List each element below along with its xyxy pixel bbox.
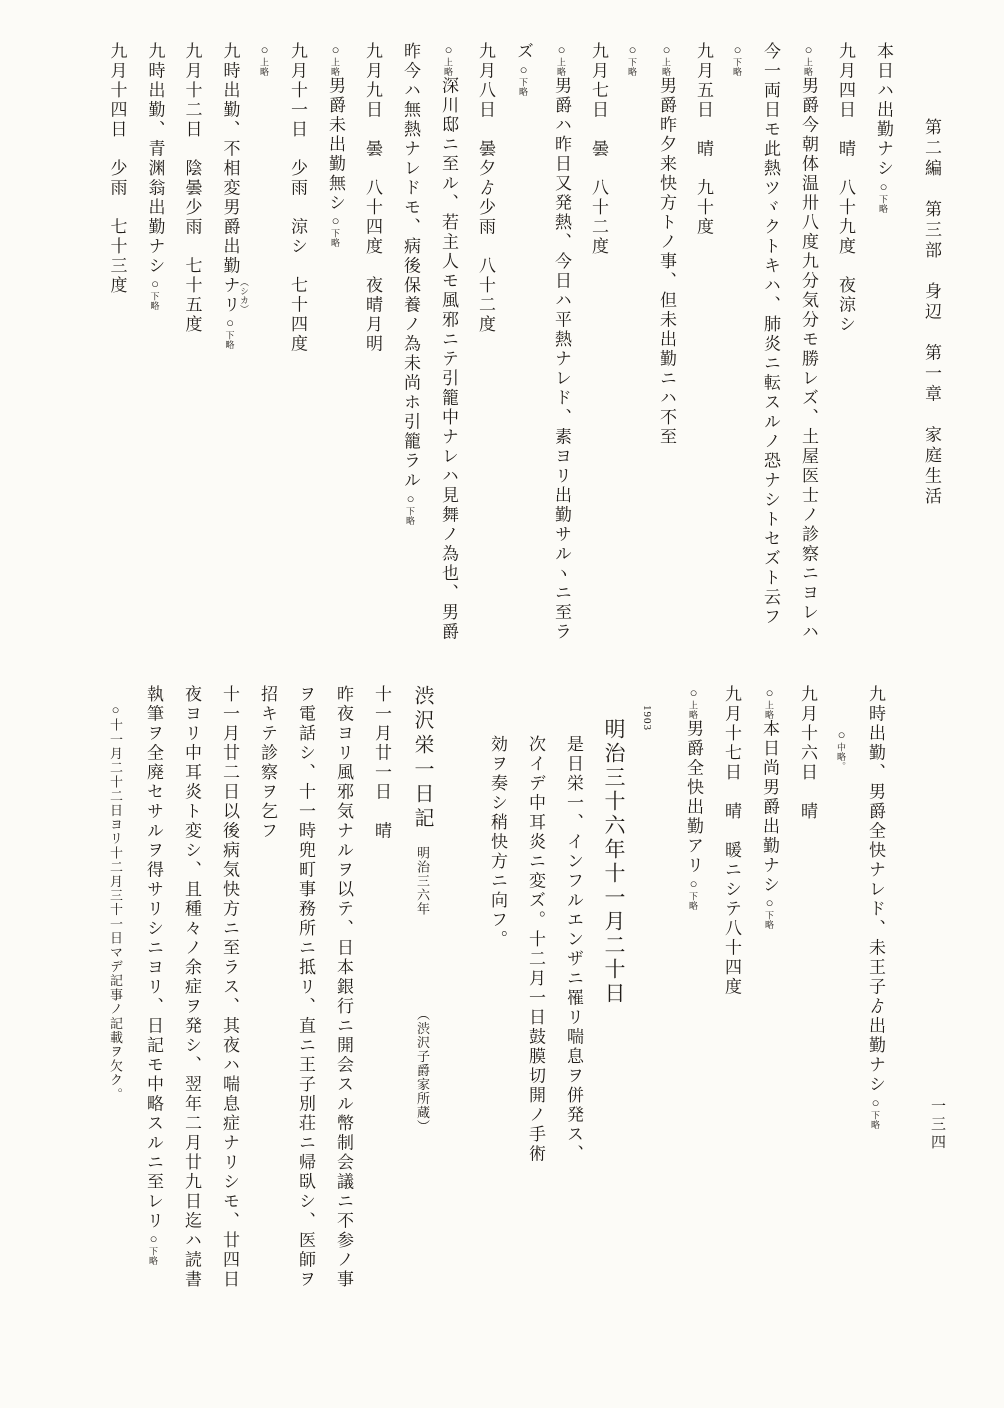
abbrev-circle: ○ xyxy=(328,213,343,229)
summary-line xyxy=(554,685,592,1305)
text-run: 今一両日モ此熱ツヾクトキハ、肺炎ニ転スルノ恐ナシトセズト云フ xyxy=(761,42,780,627)
text-run: 次イデ中耳炎ニ変ズ。十二月一日鼓膜切開ノ手術 xyxy=(526,735,545,1164)
date-line xyxy=(279,42,316,690)
text-run xyxy=(415,916,430,1014)
section-heading xyxy=(592,685,636,1305)
date-line xyxy=(580,42,617,690)
abbrev-note: ○上略 xyxy=(686,685,701,720)
entry-line xyxy=(429,42,467,690)
source-title-line xyxy=(400,685,444,1305)
abbrev-line xyxy=(722,42,752,690)
abbrev-circle: ○ xyxy=(441,42,456,58)
text-run: 本日尚男爵出勤ナシ xyxy=(760,719,779,895)
entry-line xyxy=(542,42,580,690)
text-run: 渋沢栄一日記 xyxy=(411,685,433,832)
page-number: 一三四 xyxy=(929,1098,945,1152)
abbrev-circle: ○ xyxy=(876,178,891,194)
abbrev-note: ○上略 xyxy=(328,42,343,77)
entry-line xyxy=(856,685,894,1305)
text-run: 効ヲ奏シ稍快方ニ向フ。 xyxy=(488,735,507,950)
entry-line xyxy=(134,685,172,1305)
date-line xyxy=(362,685,400,1305)
date-line xyxy=(99,42,136,690)
text-run: ○十一月二十二日ヨリ十二月三十一日マデ記事ノ記載ヲ欠ク。 xyxy=(108,702,123,1102)
abbrev-note: ○下略 xyxy=(876,178,891,213)
text-run: 招キテ診察ヲ乞フ xyxy=(258,685,277,841)
abbrev-note: ○下略 xyxy=(868,1094,883,1129)
abbrev-circle: ○ xyxy=(686,875,701,891)
text-run: 男爵全快出勤アリ xyxy=(684,719,703,876)
text-run: 男爵未出勤無シ xyxy=(326,76,345,213)
abbrev-note: ○中略。 xyxy=(834,727,849,771)
abbrev-circle: ○ xyxy=(222,315,238,331)
abbrev-circle: ○ xyxy=(328,42,343,58)
text-run: 十一月廿一日 晴 xyxy=(372,685,391,841)
text-run: 九月九日 曇 八十四度 夜晴月明 xyxy=(363,42,382,354)
abbrev-circle: ○ xyxy=(516,61,531,77)
abbrev-note: ○下略 xyxy=(516,61,531,96)
abbrev-circle: ○ xyxy=(730,42,745,58)
abbrev-circle: ○ xyxy=(801,42,816,58)
abbrev-note: ○上略 xyxy=(659,42,674,77)
abbrev-note: ○上略 xyxy=(554,42,569,77)
text-run: 昨今ハ無熱ナレドモ、病後保養ノ為未尚ホ引籠ラル xyxy=(401,42,420,491)
entry-line xyxy=(316,42,354,690)
text-run: 男爵今朝体温卅八度九分気分モ勝レズ、土屋医士ノ診察ニヨレハ xyxy=(799,76,818,642)
text-run: 男爵昨夕来快方トノ事、但未出勤ニハ不至 xyxy=(657,76,676,447)
continuation-line xyxy=(864,42,902,690)
date-line xyxy=(685,42,722,690)
abbrev-note: ○下略 xyxy=(146,1231,161,1266)
text-run: 執筆ヲ全廃セサルヲ得サリシニヨリ、日記モ中略スルニ至レリ xyxy=(144,685,163,1231)
editor-note-line xyxy=(96,685,134,1305)
text-run: 男爵ハ昨日又発熱、今日ハ平熱ナレド、素ヨリ出勤サルヽニ至ラ xyxy=(552,76,571,642)
abbrev-line xyxy=(617,42,647,690)
abbrev-note: ○下略 xyxy=(147,276,163,311)
date-line xyxy=(788,685,826,1305)
abbrev-line xyxy=(826,685,856,1305)
abbrev-note: ○上略 xyxy=(801,42,816,77)
abbrev-line xyxy=(249,42,279,690)
entry-line xyxy=(172,685,210,1305)
abbrev-note: ○下略 xyxy=(730,42,745,77)
entry-line xyxy=(136,42,174,690)
entry-line xyxy=(750,685,788,1305)
abbrev-circle: ○ xyxy=(868,1094,883,1110)
entry-line xyxy=(674,685,712,1305)
entry-line xyxy=(647,42,685,690)
abbrev-note: ○下略 xyxy=(222,315,238,350)
entry-line xyxy=(504,42,542,690)
entry-line xyxy=(789,42,827,690)
text-run: 本日ハ出勤ナシ xyxy=(874,42,893,179)
text-run: 九月八日 曇夕ゟ少雨 八十二度 xyxy=(476,42,495,335)
text-run: 1903 xyxy=(641,705,653,731)
date-line xyxy=(467,42,504,690)
date-line xyxy=(827,42,864,690)
abbrev-circle: ○ xyxy=(659,42,674,58)
summary-line xyxy=(516,685,554,1305)
date-line xyxy=(354,42,391,690)
entry-line xyxy=(752,42,789,690)
abbrev-circle: ○ xyxy=(554,42,569,58)
entry-line xyxy=(286,685,324,1305)
abbrev-circle: ○ xyxy=(762,685,777,701)
abbrev-note: ○上略 xyxy=(257,42,272,77)
entry-line xyxy=(324,685,362,1305)
abbrev-note: ○下略 xyxy=(328,213,343,248)
text-run: 是日栄一、インフルエンザニ罹リ喘息ヲ併発ス、 xyxy=(564,735,583,1164)
summary-line xyxy=(478,685,516,1305)
abbrev-circle: ○ xyxy=(403,490,418,506)
abbrev-note: ○下略 xyxy=(403,490,418,525)
text-run: 深川邸ニ至ル、若主人モ風邪ニテ引籠中ナレハ見舞ノ為也、男爵 xyxy=(439,76,458,642)
text-run: 九時出勤、青渊翁出勤ナシ xyxy=(145,42,165,276)
entry-line xyxy=(211,42,250,690)
text-run: （渋沢子爵家所蔵） xyxy=(415,1014,430,1134)
abbrev-circle: ○ xyxy=(625,42,640,58)
abbrev-circle: ○ xyxy=(762,895,777,911)
entry-line xyxy=(248,685,286,1305)
abbrev-note: ○上略 xyxy=(441,42,456,77)
text-run: ナリ （シカ） xyxy=(220,276,249,315)
running-head: 第二編 第三部 身辺 第一章 家庭生活 xyxy=(922,118,941,508)
abbrev-note: ○下略 xyxy=(762,895,777,930)
abbrev-note: ○下略 xyxy=(625,42,640,77)
text-run: ヲ電話シ、十一時兜町事務所ニ抵リ、直ニ王子別荘ニ帰臥シ、医師ヲ xyxy=(296,685,315,1290)
text-run: 夜ヨリ中耳炎ト変シ、且種々ノ余症ヲ発シ、翌年二月廿九日迄ハ読書 xyxy=(182,685,201,1290)
text-run: 九月十六日 晴 xyxy=(798,685,817,822)
text-run: 明治三六年 xyxy=(415,832,430,916)
abbrev-circle: ○ xyxy=(834,727,849,743)
text-run: ズ xyxy=(514,42,533,62)
text-run: 九月四日 晴 八十九度 夜涼シ xyxy=(836,42,855,335)
abbrev-circle: ○ xyxy=(686,685,701,701)
diary-entries-bottom xyxy=(96,685,894,1305)
text-run: 九月十二日 陰曇少雨 七十五度 xyxy=(182,42,202,335)
text-run: 十一月廿二日以後病気快方ニ至ラス、其夜ハ喘息症ナリシモ、廿四日 xyxy=(220,685,239,1290)
abbrev-circle: ○ xyxy=(257,42,272,58)
text-run: 九時出勤、男爵全快ナレド、未王子ゟ出勤ナシ xyxy=(866,685,885,1095)
abbrev-note: ○下略 xyxy=(686,875,701,910)
text-run: 九月十一日 少雨 涼シ 七十四度 xyxy=(288,42,307,354)
text-run: 昨夜ヨリ風邪気ナルヲ以テ、日本銀行ニ開会スル幣制会議ニ不参ノ事 xyxy=(334,685,353,1290)
text-run: 九月十四日 少雨 七十三度 xyxy=(107,42,127,296)
abbrev-circle: ○ xyxy=(147,276,163,292)
text-run: 明治三十六年十一月二十日 xyxy=(602,718,626,1006)
text-run: 九時出勤、不相変男爵出勤 xyxy=(220,42,240,276)
abbrev-circle: ○ xyxy=(146,1231,161,1247)
date-line xyxy=(712,685,750,1305)
text-run: 九月七日 曇 八十二度 xyxy=(589,42,608,257)
diary-entries-top xyxy=(99,42,903,690)
abbrev-note: ○上略 xyxy=(762,685,777,720)
text-run: 九月十七日 晴 暖ニシテ八十四度 xyxy=(722,685,741,997)
year-gregorian xyxy=(636,685,658,1305)
text-run: 九月五日 晴 九十度 xyxy=(694,42,713,237)
ruby-annotation: （シカ） xyxy=(239,276,249,315)
entry-line xyxy=(391,42,429,690)
date-line xyxy=(174,42,211,690)
entry-line xyxy=(210,685,248,1305)
